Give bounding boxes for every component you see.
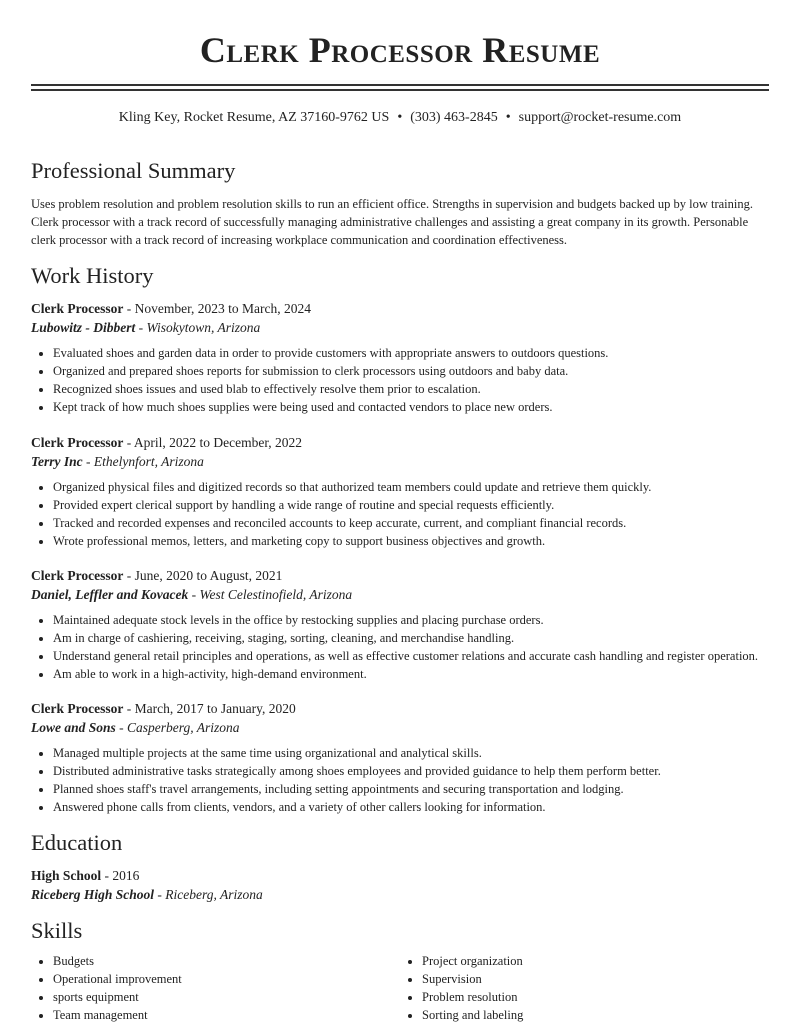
company-name: Daniel, Leffler and Kovacek bbox=[31, 587, 189, 602]
job-entry bbox=[31, 433, 769, 550]
job-title: Clerk Processor bbox=[31, 301, 124, 316]
list-item: • Kept track of how much shoes supplies were being used and contacted vendors to place new orders. bbox=[53, 398, 769, 416]
skill-item: • Supervision bbox=[422, 970, 769, 988]
list-item: • Planned shoes staff's travel arrangements, including setting appointments and securing transportation and lodging. bbox=[53, 780, 769, 798]
list-item: • Organized and prepared shoes reports for submission to clerk processors using outdoors and baby data. bbox=[53, 362, 769, 380]
skill-item: • Sorting and labeling bbox=[422, 1006, 769, 1024]
skills-column-left bbox=[31, 952, 400, 1024]
list-item: • Wrote professional memos, letters, and marketing copy to support business objectives and growth. bbox=[53, 532, 769, 550]
contact-line bbox=[31, 109, 769, 127]
job-bullets bbox=[31, 744, 769, 816]
skill-item: • Team management bbox=[53, 1006, 400, 1024]
job-employer bbox=[31, 452, 769, 471]
list-item: • Evaluated shoes and garden data in order to provide customers with appropriate answers to outdoors questions. bbox=[53, 344, 769, 362]
skills-column-right bbox=[400, 952, 769, 1024]
contact-separator: • bbox=[397, 110, 403, 125]
list-item: • Am able to work in a high-activity, high-demand environment. bbox=[53, 665, 769, 683]
list-item: • Distributed administrative tasks strategically among shoes employees and provided guidance to help them perform better. bbox=[53, 762, 769, 780]
list-item: • Managed multiple projects at the same time using organizational and analytical skills. bbox=[53, 744, 769, 762]
resume-title: Clerk Processor Resume bbox=[199, 30, 601, 70]
title-divider bbox=[31, 84, 769, 91]
job-entry bbox=[31, 699, 769, 816]
list-item: • Provided expert clerical support by handling a wide range of routine and special requests efficiently. bbox=[53, 496, 769, 514]
skill-item: • sports equipment bbox=[53, 988, 400, 1006]
list-item: • Recognized shoes issues and used blab to effectively resolve them prior to escalation. bbox=[53, 380, 769, 398]
job-dates: - November, 2023 to March, 2024 bbox=[123, 301, 312, 316]
list-item: • Maintained adequate stock levels in the office by restocking supplies and placing purchase orders. bbox=[53, 611, 769, 629]
job-location: - Casperberg, Arizona bbox=[115, 720, 240, 735]
education-header bbox=[31, 866, 769, 885]
job-dates: - April, 2022 to December, 2022 bbox=[123, 435, 303, 450]
job-location: - West Celestinofield, Arizona bbox=[188, 587, 353, 602]
job-dates: - June, 2020 to August, 2021 bbox=[123, 568, 283, 583]
education-entry bbox=[31, 866, 769, 904]
job-header bbox=[31, 433, 769, 452]
job-entry bbox=[31, 299, 769, 416]
company-name: Terry Inc bbox=[31, 454, 83, 469]
job-employer bbox=[31, 318, 769, 337]
list-item: • Am in charge of cashiering, receiving, staging, sorting, cleaning, and merchandise handling. bbox=[53, 629, 769, 647]
education-year: - 2016 bbox=[101, 868, 140, 883]
job-bullets bbox=[31, 344, 769, 416]
skill-item: • Operational improvement bbox=[53, 970, 400, 988]
list-item: • Tracked and recorded expenses and reconciled accounts to keep accurate, current, and compliant financial records. bbox=[53, 514, 769, 532]
school-location: - Riceberg, Arizona bbox=[154, 887, 263, 902]
job-title: Clerk Processor bbox=[31, 568, 124, 583]
job-employer bbox=[31, 718, 769, 737]
job-bullets bbox=[31, 478, 769, 550]
skill-item: • Project organization bbox=[422, 952, 769, 970]
contact-separator: • bbox=[505, 110, 511, 125]
skills-list bbox=[31, 952, 769, 1024]
list-item: • Understand general retail principles and operations, as well as effective customer relations and accurate cash handling and register operation. bbox=[53, 647, 769, 665]
summary-heading: Professional Summary bbox=[31, 158, 236, 183]
company-name: Lowe and Sons bbox=[31, 720, 116, 735]
degree-name: High School bbox=[31, 868, 102, 883]
contact-email[interactable]: support@rocket-resume.com bbox=[518, 110, 682, 125]
job-bullets bbox=[31, 611, 769, 683]
summary-text: Uses problem resolution and problem resolution skills to run an efficient office. Strengths in supervision and budgets backed up by low training. Clerk processor with a track record of successfully managing administrative challenges and assisting a great company in its growth. Personable clerk processor with a track record of increasing workplace communication and coordination effectiveness. bbox=[31, 197, 753, 247]
education-heading: Education bbox=[31, 830, 123, 855]
skill-item: • Problem resolution bbox=[422, 988, 769, 1006]
contact-address: Kling Key, Rocket Resume, AZ 37160-9762 US bbox=[118, 110, 390, 125]
list-item: • Answered phone calls from clients, vendors, and a variety of other callers looking for information. bbox=[53, 798, 769, 816]
work-history-heading: Work History bbox=[31, 263, 154, 288]
skill-item: • Budgets bbox=[53, 952, 400, 970]
job-title: Clerk Processor bbox=[31, 435, 124, 450]
job-location: - Wisokytown, Arizona bbox=[135, 320, 261, 335]
skills-heading: Skills bbox=[31, 918, 83, 943]
list-item: • Organized physical files and digitized records so that authorized team members could update and retrieve them quickly. bbox=[53, 478, 769, 496]
job-dates: - March, 2017 to January, 2020 bbox=[123, 701, 296, 716]
job-entry bbox=[31, 566, 769, 683]
contact-phone: (303) 463-2845 bbox=[410, 110, 498, 125]
job-header bbox=[31, 566, 769, 585]
job-header bbox=[31, 299, 769, 318]
job-title: Clerk Processor bbox=[31, 701, 124, 716]
school-name: Riceberg High School bbox=[31, 887, 155, 902]
job-location: - Ethelynfort, Arizona bbox=[82, 454, 204, 469]
job-employer bbox=[31, 585, 769, 604]
education-school bbox=[31, 885, 769, 904]
company-name: Lubowitz - Dibbert bbox=[31, 320, 136, 335]
job-header bbox=[31, 699, 769, 718]
